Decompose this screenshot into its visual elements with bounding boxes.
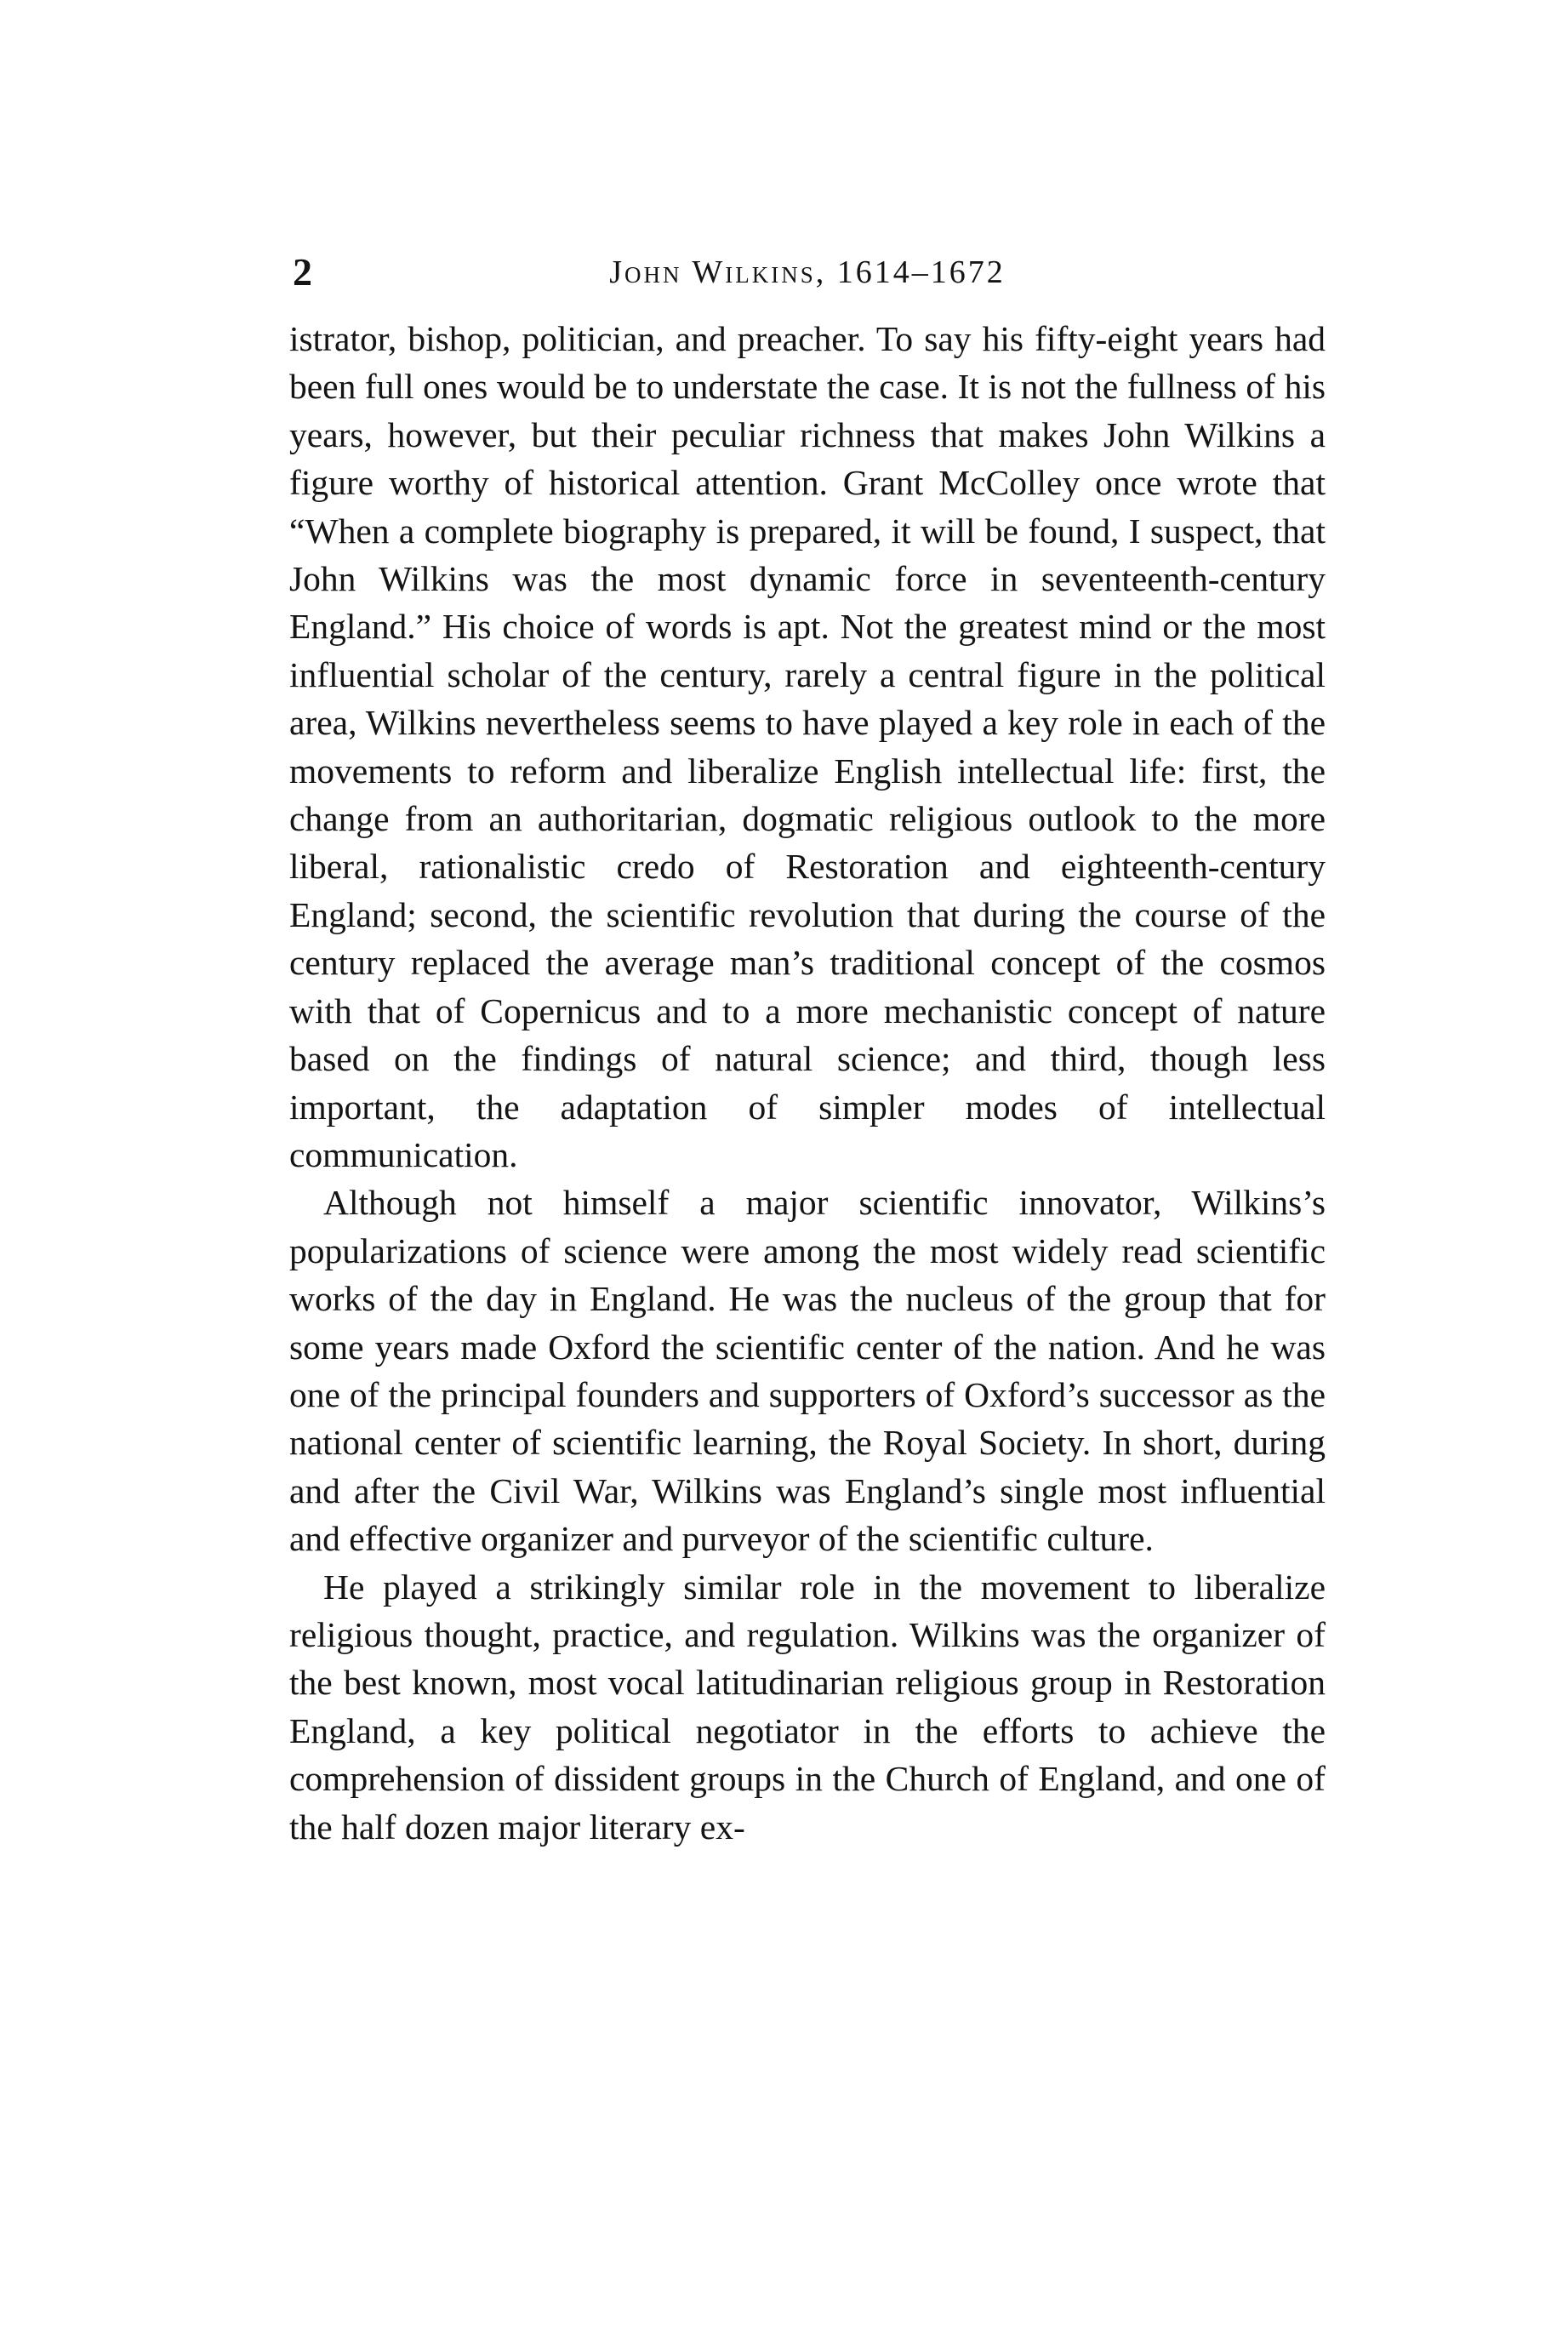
paragraph-religion: He played a strikingly similar role in the movement to liberalize religious thought, practice, and regulation. Wilkins was the organizer of the best known, most vocal latitudinarian religious group in Restoration England, a key political negotiator in the efforts to achieve the comprehension of dissident groups in the Church of England, and one of the half dozen major literary ex- bbox=[289, 1567, 1326, 1847]
page-header bbox=[289, 247, 1326, 298]
body-text bbox=[289, 315, 1326, 1851]
paragraph-continuation: istrator, bishop, politician, and preacher. To say his fifty-eight years had been full ones would be to understate the case. It is not the fullness of his years, however, but their peculiar richness that makes John Wilkins a figure worthy of historical attention. Grant McColley once wrote that “When a complete biography is prepared, it will be found, I suspect, that John Wilkins was the most dynamic force in seventeenth-century England.” His choice of words is apt. Not the greatest mind or the most influential scholar of the century, rarely a central figure in the political area, Wilkins nevertheless seems to have played a key role in each of the movements to reform and liberalize English intellectual life: first, the change from an authoritarian, dogmatic religious outlook to the more liberal, rationalistic credo of Restoration and eighteenth-century England; second, the scientific revolution that during the course of the century replaced the average man’s traditional concept of the cosmos with that of Copernicus and to a more mechanistic concept of nature based on the findings of natural science; and third, though less important, the adaptation of simpler modes of intellectual communication. bbox=[289, 319, 1326, 1174]
page-number: 2 bbox=[293, 250, 312, 294]
running-head: John Wilkins, 1614–1672 bbox=[609, 254, 1006, 290]
paragraph-science: Although not himself a major scientific innovator, Wilkins’s popularizations of science were among the most widely read scientific works of the day in England. He was the nucleus of the group that for some years made Oxford the scientific center of the nation. And he was one of the principal founders and supporters of Oxford’s successor as the national center of scientific learning, the Royal Society. In short, during and after the Civil War, Wilkins was England’s single most influential and effective organizer and purveyor of the scientific culture. bbox=[289, 1183, 1326, 1559]
